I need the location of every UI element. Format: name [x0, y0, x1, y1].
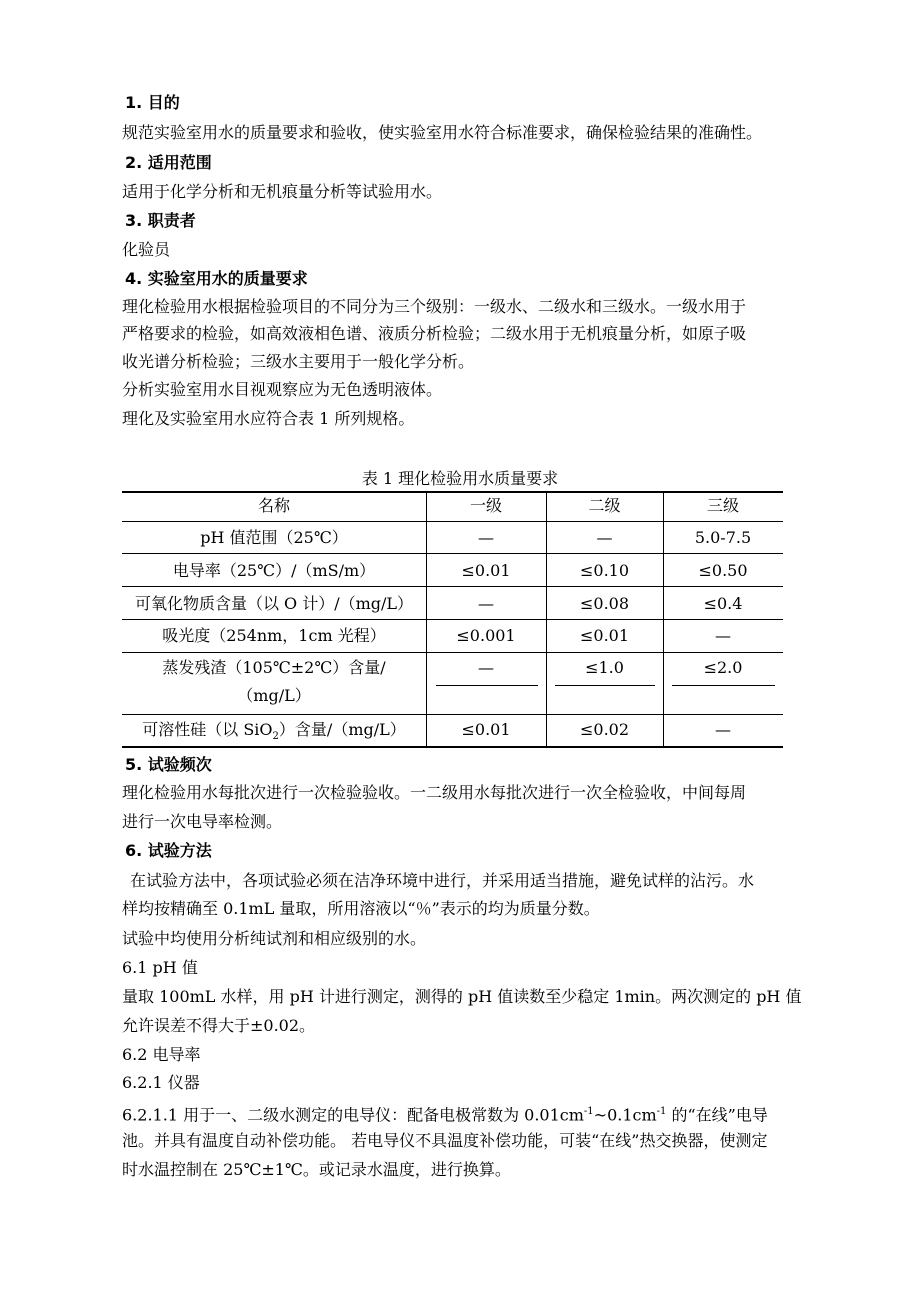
subsection-6-1-line: 量取 100mL 水样，用 pH 计进行测定，测得的 pH 值读数至少稳定 1min。两次测定的 pH 值 — [122, 987, 802, 1006]
section-4-para-3: 理化及实验室用水应符合表 1 所列规格。 — [122, 409, 415, 428]
row-name-text: 可溶性硅（以 SiO — [142, 720, 273, 739]
cell-rule — [555, 685, 655, 686]
table-rule — [122, 652, 783, 653]
row-grade-1: — — [478, 594, 494, 613]
row-grade-3: ≤0.50 — [698, 561, 748, 580]
cell-rule — [672, 685, 775, 686]
subsection-6-1-line: 允许误差不得大于±0.02。 — [122, 1016, 316, 1035]
section-4-para-line: 理化检验用水根据检验项目的不同分为三个级别：一级水、二级水和三级水。一级水用于 — [122, 297, 747, 316]
row-grade-3: — — [715, 626, 731, 645]
paragraph-text: ~0.1cm — [593, 1105, 657, 1125]
table-rule — [122, 491, 783, 493]
quality-table — [122, 491, 783, 748]
subsection-6-2-1-1-line: 时水温控制在 25℃±1℃。或记录水温度，进行换算。 — [122, 1160, 511, 1179]
section-6-title: 6. 试验方法 — [125, 841, 212, 860]
row-grade-3: — — [715, 720, 731, 739]
row-name: 蒸发残渣（105℃±2℃）含量/ — [162, 658, 386, 677]
row-grade-2: ≤0.01 — [579, 626, 630, 645]
header-grade-2: 二级 — [588, 496, 621, 515]
row-name: 吸光度（254nm，1cm 光程） — [162, 626, 386, 645]
table-caption: 表 1 理化检验用水质量要求 — [361, 469, 559, 488]
subsection-6-2-1-title: 6.2.1 仪器 — [122, 1073, 200, 1092]
section-6-para-line: 样均按精确至 0.1mL 量取，所用溶液以“％”表示的均为质量分数。 — [122, 899, 600, 918]
row-name — [122, 719, 426, 748]
row-name-continued: （mg/L） — [237, 686, 311, 705]
row-grade-2: ≤0.02 — [579, 720, 630, 739]
row-grade-1: — — [478, 528, 494, 547]
section-6-para-line: 在试验方法中，各项试验必须在洁净环境中进行，并采用适当措施，避免试样的沾污。水 — [130, 871, 755, 890]
row-grade-2: — — [596, 528, 613, 547]
subsection-6-2-1-1-line: 池。并具有温度自动补偿功能。 若电导仪不具温度补偿功能，可装“在线”热交换器，使测定 — [122, 1131, 768, 1150]
row-grade-2: ≤0.10 — [579, 561, 630, 580]
table-rule — [122, 521, 783, 522]
table-rule — [122, 714, 783, 715]
section-5-title: 5. 试验频次 — [125, 755, 212, 774]
header-grade-1: 一级 — [469, 496, 502, 515]
cell-rule — [436, 685, 538, 686]
section-3-title: 3. 职责者 — [125, 211, 196, 230]
section-2-text: 适用于化学分析和无机痕量分析等试验用水。 — [122, 182, 443, 201]
header-grade-3: 三级 — [706, 496, 739, 515]
row-grade-3: ≤0.4 — [703, 594, 743, 613]
superscript: -1 — [583, 1106, 594, 1117]
section-5-para-line: 进行一次电导率检测。 — [122, 812, 283, 831]
row-grade-3: 5.0-7.5 — [694, 528, 752, 547]
table-rule — [122, 553, 783, 554]
paragraph-text: 6.2.1.1 用于一、二级水测定的电导仪：配备电极常数为 0.01cm — [122, 1105, 584, 1125]
header-name: 名称 — [257, 496, 290, 515]
section-4-para-2: 分析实验室用水目视观察应为无色透明液体。 — [122, 380, 443, 399]
table-rule — [122, 619, 783, 620]
row-grade-1: — — [478, 658, 494, 677]
row-grade-1: ≤0.01 — [461, 561, 511, 580]
subsection-6-2-1-1-line — [122, 1102, 768, 1125]
section-4-para-line: 收光谱分析检验；三级水主要用于一般化学分析。 — [122, 352, 475, 371]
section-1-title: 1. 目的 — [125, 93, 180, 112]
row-grade-1: ≤0.01 — [461, 720, 511, 739]
row-name: 可氧化物质含量（以 O 计）/（mg/L） — [134, 594, 414, 613]
row-grade-3: ≤2.0 — [703, 658, 743, 677]
row-name-subscript: 2 — [272, 731, 279, 743]
row-grade-2: ≤1.0 — [585, 658, 624, 677]
row-grade-2: ≤0.08 — [579, 594, 630, 613]
section-4-title: 4. 实验室用水的质量要求 — [125, 269, 308, 288]
paragraph-text: 的“在线”电导 — [666, 1105, 768, 1125]
superscript: -1 — [656, 1106, 667, 1117]
section-6-para-2: 试验中均使用分析纯试剂和相应级别的水。 — [122, 929, 427, 948]
row-name-text: ）含量/（mg/L） — [278, 720, 406, 739]
row-grade-1: ≤0.001 — [456, 626, 516, 645]
section-5-para-line: 理化检验用水每批次进行一次检验验收。一二级用水每批次进行一次全检验收，中间每周 — [122, 783, 747, 802]
section-1-text: 规范实验室用水的质量要求和验收，使实验室用水符合标准要求，确保检验结果的准确性。 — [122, 123, 763, 142]
row-name: pH 值范围（25℃） — [200, 528, 348, 547]
section-3-text: 化验员 — [122, 240, 171, 259]
subsection-6-2-title: 6.2 电导率 — [122, 1045, 201, 1064]
row-name: 电导率（25℃）/（mS/m） — [172, 561, 376, 580]
section-2-title: 2. 适用范围 — [125, 153, 212, 172]
subsection-6-1-title: 6.1 pH 值 — [122, 958, 198, 977]
section-4-para-line: 严格要求的检验，如高效液相色谱、液质分析检验；二级水用于无机痕量分析，如原子吸 — [122, 324, 747, 343]
table-rule — [122, 586, 783, 587]
